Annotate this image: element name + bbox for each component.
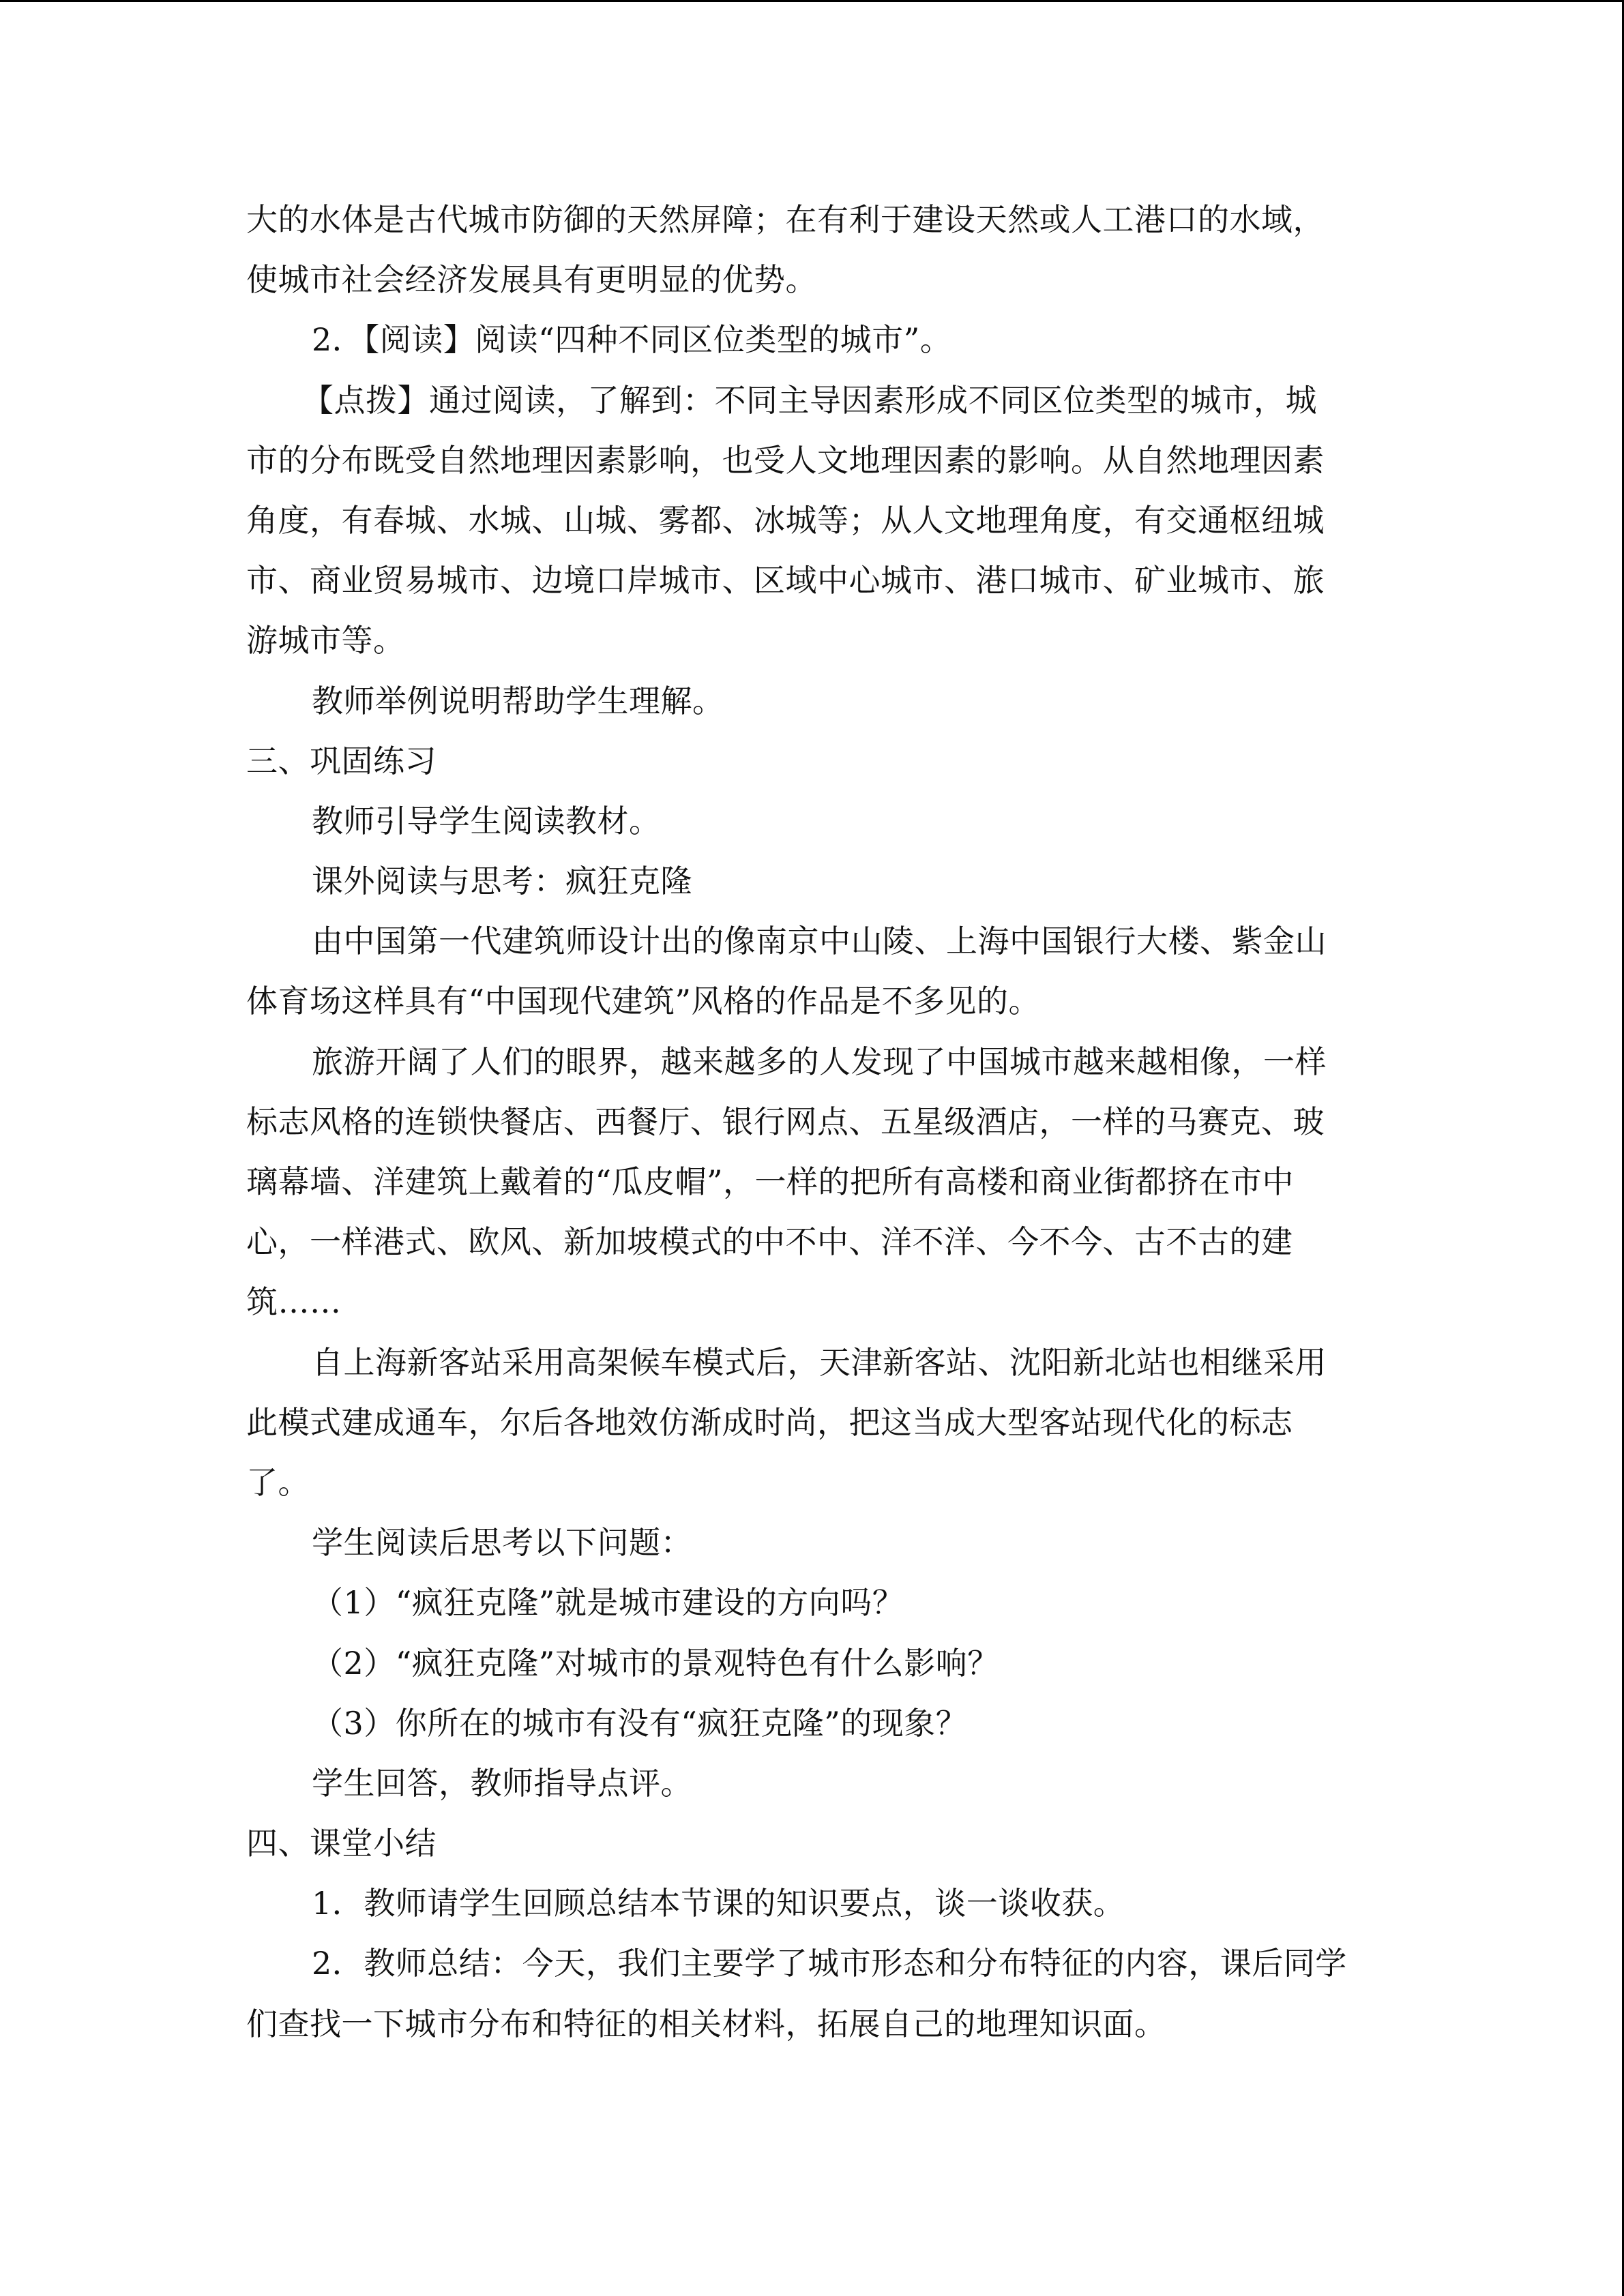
text-line: 课外阅读与思考：疯狂克隆 <box>312 863 692 900</box>
question-item: （3）你所在的城市有没有“疯狂克隆”的现象？ <box>312 1704 968 1742</box>
question-item: （1）“疯狂克隆”就是城市建设的方向吗？ <box>312 1584 904 1622</box>
text-line: 学生回答，教师指导点评。 <box>312 1764 692 1802</box>
text-line: 市的分布既受自然地理因素影响，也受人文地理因素的影响。从自然地理因素 <box>246 441 1325 479</box>
text-line: 大的水体是古代城市防御的天然屏障；在有利于建设天然或人工港口的水域， <box>246 201 1325 238</box>
text-line: 2．【阅读】阅读“四种不同区位类型的城市”。 <box>312 321 952 359</box>
text-line: 心，一样港式、欧风、新加坡模式的中不中、洋不洋、今不今、古不古的建 <box>246 1223 1293 1261</box>
text-line: 了。 <box>246 1463 310 1501</box>
text-line: 由中国第一代建筑师设计出的像南京中山陵、上海中国银行大楼、紫金山 <box>312 923 1327 960</box>
text-line: 教师举例说明帮助学生理解。 <box>312 682 724 719</box>
text-line: 此模式建成通车，尔后各地效仿渐成时尚，把这当成大型客站现代化的标志 <box>246 1403 1293 1441</box>
text-line: 学生阅读后思考以下问题： <box>312 1524 692 1562</box>
text-line: 市、商业贸易城市、边境口岸城市、区域中心城市、港口城市、矿业城市、旅 <box>246 562 1325 599</box>
text-line: 体育场这样具有“中国现代建筑”风格的作品是不多见的。 <box>246 983 1041 1020</box>
text-line: 筑…… <box>246 1283 342 1321</box>
page-top-border <box>0 0 1624 2</box>
text-line: 游城市等。 <box>246 622 405 659</box>
text-line: 【点拨】通过阅读，了解到：不同主导因素形成不同区位类型的城市，城 <box>302 381 1317 419</box>
question-item: （2）“疯狂克隆”对城市的景观特色有什么影响？ <box>312 1644 999 1682</box>
text-line: 2．教师总结：今天，我们主要学了城市形态和分布特征的内容，课后同学 <box>312 1945 1347 1982</box>
section-heading: 四、课堂小结 <box>246 1825 437 1862</box>
text-line: 旅游开阔了人们的眼界，越来越多的人发现了中国城市越来越相像，一样 <box>312 1043 1327 1080</box>
text-line: 使城市社会经济发展具有更明显的优势。 <box>246 261 817 299</box>
document-body <box>246 190 1372 2054</box>
text-line: 璃幕墙、洋建筑上戴着的“瓜皮帽”，一样的把所有高楼和商业街都挤在市中 <box>246 1163 1295 1200</box>
text-line: 1．教师请学生回顾总结本节课的知识要点，谈一谈收获。 <box>312 1885 1125 1922</box>
section-heading: 三、巩固练习 <box>246 742 437 779</box>
text-line: 自上海新客站采用高架候车模式后，天津新客站、沈阳新北站也相继采用 <box>312 1343 1327 1381</box>
text-line: 角度，有春城、水城、山城、雾都、冰城等；从人文地理角度，有交通枢纽城 <box>246 501 1325 539</box>
text-line: 标志风格的连锁快餐店、西餐厅、银行网点、五星级酒店，一样的马赛克、玻 <box>246 1103 1325 1140</box>
text-line: 们查找一下城市分布和特征的相关材料，拓展自己的地理知识面。 <box>246 2005 1166 2042</box>
text-line: 教师引导学生阅读教材。 <box>312 802 661 839</box>
